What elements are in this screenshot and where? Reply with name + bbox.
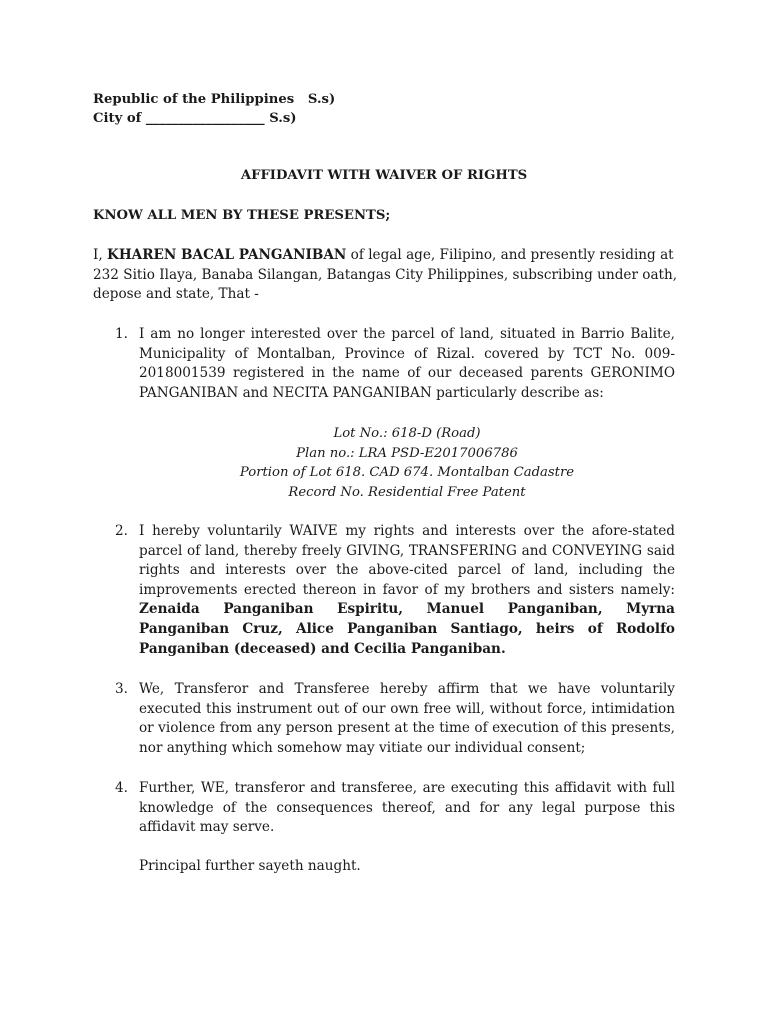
list-item-2 — [93, 522, 675, 659]
item-text: Further, WE, transferor and transferee, are executing this affidavit with full knowledge of the consequences thereof, and for any legal purpose this affidavit may serve. — [139, 780, 675, 836]
record-number: Record No. Residential Free Patent — [288, 484, 526, 500]
list-item-4 — [93, 779, 675, 838]
lot-number: Lot No.: 618-D (Road) — [333, 426, 481, 441]
item-text — [139, 522, 675, 659]
item-number: 1. — [115, 326, 128, 342]
affiant-name: KHAREN BACAL PANGANIBAN — [107, 247, 347, 263]
item-text-plain: I hereby voluntarily WAIVE my rights and interests over the afore-stated parcel of land, thereby freely GIVING, TRANSFERING and CONVEYING said rights and interests over the above-cited parcel of land, including the improvements erected thereon in favor of my brothers and sisters namely: — [139, 523, 675, 598]
item-number: 2. — [115, 523, 128, 539]
list-item-3 — [93, 680, 675, 758]
item-text: We, Transferor and Transferee hereby affirm that we have voluntarily executed this instrument out of our own free will, without force, intimidation or violence from any person present at the time of execution of this presents, nor anything which somehow may vitiate our individual consent; — [139, 681, 675, 756]
item-number: 4. — [115, 780, 128, 796]
closing-statement: Principal further sayeth naught. — [139, 858, 361, 874]
lot-description — [93, 424, 721, 502]
venue-header — [93, 90, 335, 128]
greeting: KNOW ALL MEN BY THESE PRESENTS; — [93, 208, 391, 223]
document-title: AFFIDAVIT WITH WAIVER OF RIGHTS — [240, 168, 528, 183]
list-item-1 — [93, 325, 675, 403]
venue-republic: Republic of the Philippines S.s) — [93, 92, 336, 107]
lot-portion: Portion of Lot 618. CAD 674. Montalban Cadastre — [239, 465, 575, 481]
plan-number: Plan no.: LRA PSD-E2017006786 — [296, 445, 518, 461]
item-text: I am no longer interested over the parcel of land, situated in Barrio Balite, Municipality of Montalban, Province of Rizal. covered by TCT No. 009-2018001539 registered in the name of our deceased parents GERONIMO PANGANIBAN and NECITA PANGANIBAN particularly describe as: — [139, 326, 675, 401]
intro-paragraph — [93, 246, 683, 305]
intro-prefix: I, — [93, 247, 108, 263]
item-text-bold: Zenaida Panganiban Espiritu, Manuel Panganiban, Myrna Panganiban Cruz, Alice Panganiban Santiago, heirs of Rodolfo Panganiban (deceased) and Cecilia Panganiban. — [139, 601, 675, 657]
venue-city: City of __________________ S.s) — [93, 111, 297, 126]
item-number: 3. — [115, 681, 128, 697]
intro-rest: of legal age, Filipino, and presently residing at 232 Sitio Ilaya, Banaba Silangan, Batangas City Philippines, subscribing under oath, depose and state, That - — [93, 247, 678, 303]
